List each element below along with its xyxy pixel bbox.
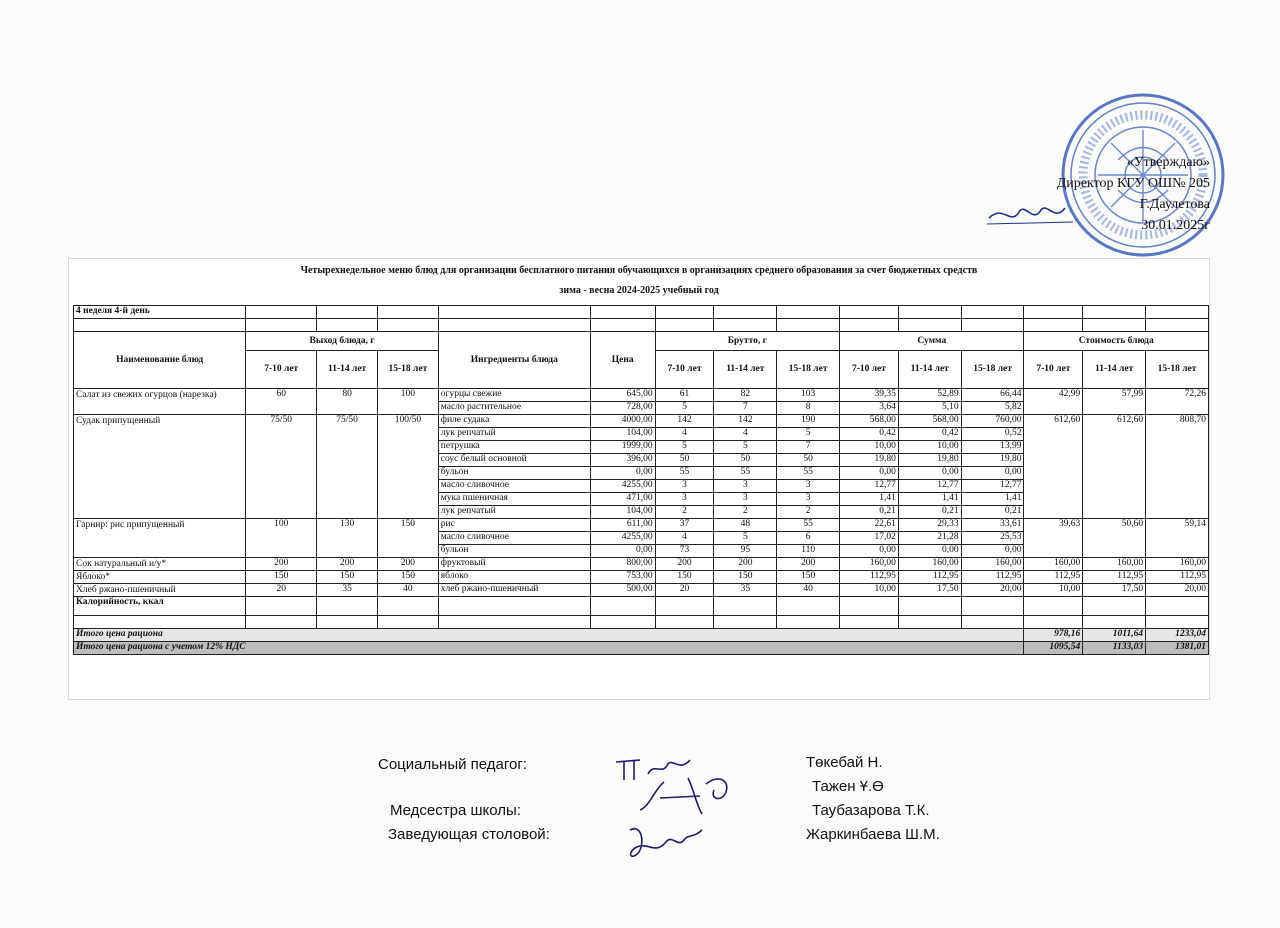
empty-cell	[1083, 306, 1146, 319]
sum-value: 17,02	[840, 532, 899, 545]
brutto-value: 3	[714, 493, 777, 506]
sum-value: 12,77	[840, 480, 899, 493]
brutto-value: 3	[655, 493, 714, 506]
empty-cell	[74, 319, 246, 332]
brutto-value: 110	[777, 545, 840, 558]
dish-output: 20	[246, 584, 317, 597]
empty-cell	[438, 597, 590, 616]
empty-cell	[1083, 616, 1146, 629]
ingredient-name: лук репчатый	[438, 506, 590, 519]
dish-cost: 160,00	[1024, 558, 1083, 571]
empty-cell	[898, 306, 961, 319]
dish-output: 200	[317, 558, 378, 571]
ingredient-price: 104,00	[590, 428, 655, 441]
canteen-head-name: Жаркинбаева Ш.М.	[806, 826, 940, 843]
sum-value: 0,42	[898, 428, 961, 441]
sum-value: 19,80	[898, 454, 961, 467]
empty-cell	[378, 319, 439, 332]
brutto-value: 55	[777, 467, 840, 480]
ingredient-row	[74, 415, 1209, 428]
dish-cost: 17,50	[1083, 584, 1146, 597]
dish-output: 35	[317, 584, 378, 597]
empty-cell	[840, 616, 899, 629]
dish-cost: 50,60	[1083, 519, 1146, 558]
empty-cell	[655, 319, 714, 332]
brutto-value: 95	[714, 545, 777, 558]
total-row	[74, 642, 1209, 655]
col-dish: Наименование блюд	[74, 332, 246, 389]
brutto-value: 50	[777, 454, 840, 467]
ingredient-name: мука пшеничная	[438, 493, 590, 506]
sum-value: 5,10	[898, 402, 961, 415]
sum-value: 160,00	[961, 558, 1024, 571]
empty-cell	[378, 597, 439, 616]
empty-cell	[590, 616, 655, 629]
empty-cell	[378, 616, 439, 629]
dish-output: 100/50	[378, 415, 439, 519]
empty-cell	[961, 597, 1024, 616]
dish-output: 150	[378, 519, 439, 558]
empty-cell	[840, 306, 899, 319]
brutto-value: 50	[655, 454, 714, 467]
empty-cell	[1024, 319, 1083, 332]
brutto-value: 150	[777, 571, 840, 584]
dish-output: 200	[246, 558, 317, 571]
brutto-value: 40	[777, 584, 840, 597]
sum-value: 0,52	[961, 428, 1024, 441]
sum-value: 13,99	[961, 441, 1024, 454]
total-value: 978,16	[1024, 629, 1083, 642]
brutto-value: 150	[714, 571, 777, 584]
empty-cell	[317, 306, 378, 319]
brutto-value: 5	[714, 441, 777, 454]
ingredient-price: 753,00	[590, 571, 655, 584]
empty-cell	[438, 319, 590, 332]
brutto-value: 73	[655, 545, 714, 558]
sum-value: 3,64	[840, 402, 899, 415]
second-pedagogue-name: Тажен Ұ.Ө	[812, 778, 884, 795]
empty-cell	[1146, 306, 1209, 319]
empty-cell	[714, 306, 777, 319]
empty-cell	[714, 616, 777, 629]
brutto-value: 5	[655, 402, 714, 415]
sum-value: 22,61	[840, 519, 899, 532]
empty-cell	[1024, 616, 1083, 629]
brutto-value: 8	[777, 402, 840, 415]
brutto-value: 7	[777, 441, 840, 454]
age-header: 11-14 лет	[898, 350, 961, 388]
brutto-value: 142	[655, 415, 714, 428]
ingredient-name: фруктовый	[438, 558, 590, 571]
approval-name: Г.Даулетова	[1139, 197, 1210, 212]
brutto-value: 200	[655, 558, 714, 571]
total-row	[74, 629, 1209, 642]
empty-cell	[246, 616, 317, 629]
empty-cell	[840, 597, 899, 616]
sum-value: 1,41	[898, 493, 961, 506]
sum-value: 0,00	[840, 545, 899, 558]
empty-cell	[898, 597, 961, 616]
sum-value: 0,21	[898, 506, 961, 519]
empty-cell	[898, 319, 961, 332]
brutto-value: 150	[655, 571, 714, 584]
ingredient-row	[74, 571, 1209, 584]
ingredient-name: петрушка	[438, 441, 590, 454]
empty-cell	[1146, 319, 1209, 332]
sum-value: 568,00	[840, 415, 899, 428]
ingredient-name: лук репчатый	[438, 428, 590, 441]
brutto-value: 3	[777, 480, 840, 493]
ingredient-name: филе судака	[438, 415, 590, 428]
age-header: 11-14 лет	[317, 350, 378, 388]
menu-sheet	[68, 258, 1210, 700]
ingredient-price: 396,00	[590, 454, 655, 467]
dish-cost: 160,00	[1083, 558, 1146, 571]
ingredient-price: 611,00	[590, 519, 655, 532]
sum-value: 19,80	[840, 454, 899, 467]
calories-row	[74, 597, 1209, 616]
brutto-value: 3	[655, 480, 714, 493]
age-header: 15-18 лет	[378, 350, 439, 388]
empty-cell	[714, 597, 777, 616]
empty-cell	[777, 306, 840, 319]
ingredient-name: рис	[438, 519, 590, 532]
empty-cell	[840, 319, 899, 332]
brutto-value: 55	[714, 467, 777, 480]
empty-cell	[961, 319, 1024, 332]
ingredient-price: 728,00	[590, 402, 655, 415]
dish-output: 100	[378, 389, 439, 415]
sum-value: 21,28	[898, 532, 961, 545]
sum-value: 0,00	[840, 467, 899, 480]
sum-value: 1,41	[840, 493, 899, 506]
sum-value: 112,95	[840, 571, 899, 584]
empty-cell	[1146, 597, 1209, 616]
sum-value: 12,77	[961, 480, 1024, 493]
sum-value: 20,00	[961, 584, 1024, 597]
ingredient-price: 4255,00	[590, 480, 655, 493]
ingredient-price: 0,00	[590, 545, 655, 558]
empty-cell	[655, 616, 714, 629]
total-value: 1095,54	[1024, 642, 1083, 655]
dish-name: Хлеб ржано-пшеничный	[74, 584, 246, 597]
social-pedagogue-name: Төкебай Н.	[806, 754, 883, 771]
menu-table	[73, 305, 1209, 655]
sum-value: 568,00	[898, 415, 961, 428]
menu-title: Четырехнедельное меню блюд для организации бесплатного питания обучающихся в организациях среднего образования за счет бюджетных средств	[300, 265, 978, 276]
approval-title: «Утверждаю»	[1126, 155, 1210, 170]
sum-value: 33,61	[961, 519, 1024, 532]
age-header: 7-10 лет	[840, 350, 899, 388]
brutto-value: 55	[777, 519, 840, 532]
col-price: Цена	[590, 332, 655, 389]
ingredient-price: 800,00	[590, 558, 655, 571]
sum-value: 25,53	[961, 532, 1024, 545]
empty-cell	[898, 616, 961, 629]
empty-cell	[655, 306, 714, 319]
ingredient-price: 104,00	[590, 506, 655, 519]
sum-value: 112,95	[898, 571, 961, 584]
ingredient-name: яблоко	[438, 571, 590, 584]
total-value: 1011,64	[1083, 629, 1146, 642]
sum-value: 39,35	[840, 389, 899, 402]
sum-value: 12,77	[898, 480, 961, 493]
empty-cell	[438, 616, 590, 629]
ingredient-price: 4000,00	[590, 415, 655, 428]
canteen-head-role: Заведующая столовой:	[388, 826, 550, 843]
empty-cell	[246, 597, 317, 616]
ingredient-row	[74, 558, 1209, 571]
ingredient-name: масло сливочное	[438, 532, 590, 545]
brutto-value: 4	[714, 428, 777, 441]
sum-value: 760,00	[961, 415, 1024, 428]
dish-name: Гарнир: рис припущенный	[74, 519, 246, 558]
brutto-value: 3	[777, 493, 840, 506]
dish-name: Салат из свежих огурцов (нарезка)	[74, 389, 246, 415]
ingredient-name: масло сливочное	[438, 480, 590, 493]
sum-value: 0,00	[961, 467, 1024, 480]
empty-cell	[1024, 306, 1083, 319]
empty-cell	[961, 306, 1024, 319]
sum-value: 0,21	[840, 506, 899, 519]
dish-cost: 808,70	[1146, 415, 1209, 519]
sum-value: 160,00	[898, 558, 961, 571]
sum-value: 29,33	[898, 519, 961, 532]
ingredient-row	[74, 389, 1209, 402]
dish-cost: 10,00	[1024, 584, 1083, 597]
col-brutto: Брутто, г	[655, 332, 839, 351]
week-day-row	[74, 306, 1209, 319]
total-value: 1133,03	[1083, 642, 1146, 655]
sum-value: 0,00	[961, 545, 1024, 558]
sum-value: 5,82	[961, 402, 1024, 415]
brutto-value: 2	[714, 506, 777, 519]
empty-cell	[317, 616, 378, 629]
ingredient-price: 1999,00	[590, 441, 655, 454]
approval-position: Директор КГУ ОШ№ 205	[1056, 176, 1210, 191]
ingredient-row	[74, 519, 1209, 532]
dish-output: 40	[378, 584, 439, 597]
dish-cost: 39,63	[1024, 519, 1083, 558]
approval-block	[990, 152, 1210, 236]
empty-cell	[714, 319, 777, 332]
ingredient-price: 0,00	[590, 467, 655, 480]
ingredient-price: 4255,00	[590, 532, 655, 545]
empty-cell	[378, 306, 439, 319]
sum-value: 52,89	[898, 389, 961, 402]
empty-cell	[590, 319, 655, 332]
brutto-value: 200	[777, 558, 840, 571]
empty-cell	[1024, 597, 1083, 616]
total-label: Итого цена рациона	[74, 629, 1024, 642]
brutto-value: 103	[777, 389, 840, 402]
dish-output: 75/50	[317, 415, 378, 519]
dish-output: 200	[378, 558, 439, 571]
dish-cost: 72,26	[1146, 389, 1209, 415]
brutto-value: 7	[714, 402, 777, 415]
sum-value: 10,00	[840, 441, 899, 454]
empty-cell	[777, 597, 840, 616]
ingredient-name: бульон	[438, 467, 590, 480]
brutto-value: 190	[777, 415, 840, 428]
empty-cell	[655, 597, 714, 616]
empty-cell	[246, 319, 317, 332]
age-header: 7-10 лет	[1024, 350, 1083, 388]
ingredient-name: огурцы свежие	[438, 389, 590, 402]
ingredient-price: 471,00	[590, 493, 655, 506]
sum-value: 160,00	[840, 558, 899, 571]
brutto-value: 55	[655, 467, 714, 480]
nurse-signature	[630, 770, 750, 820]
dish-cost: 59,14	[1146, 519, 1209, 558]
brutto-value: 6	[777, 532, 840, 545]
sum-value: 0,00	[898, 545, 961, 558]
age-header: 15-18 лет	[961, 350, 1024, 388]
brutto-value: 4	[655, 532, 714, 545]
empty-cell	[1146, 616, 1209, 629]
brutto-value: 5	[777, 428, 840, 441]
total-value: 1233,04	[1146, 629, 1209, 642]
sum-value: 10,00	[840, 584, 899, 597]
total-label: Итого цена рациона с учетом 12% НДС	[74, 642, 1024, 655]
brutto-value: 48	[714, 519, 777, 532]
empty-cell	[777, 319, 840, 332]
empty-cell	[246, 306, 317, 319]
sum-value: 10,00	[898, 441, 961, 454]
dish-cost: 20,00	[1146, 584, 1209, 597]
empty-cell	[438, 306, 590, 319]
brutto-value: 82	[714, 389, 777, 402]
dish-output: 130	[317, 519, 378, 558]
sum-value: 1,41	[961, 493, 1024, 506]
dish-output: 150	[378, 571, 439, 584]
brutto-value: 37	[655, 519, 714, 532]
dish-cost: 160,00	[1146, 558, 1209, 571]
col-cost: Стоимость блюда	[1024, 332, 1209, 351]
dish-cost: 112,95	[1146, 571, 1209, 584]
empty-cell	[590, 306, 655, 319]
brutto-value: 2	[777, 506, 840, 519]
empty-cell	[317, 319, 378, 332]
brutto-value: 61	[655, 389, 714, 402]
ingredient-name: бульон	[438, 545, 590, 558]
spacer-row	[74, 616, 1209, 629]
nurse-name: Таубазарова Т.К.	[812, 802, 930, 819]
calories-label: Калорийность, ккал	[74, 597, 246, 616]
empty-cell	[1083, 597, 1146, 616]
age-header: 7-10 лет	[246, 350, 317, 388]
brutto-value: 200	[714, 558, 777, 571]
sum-value: 0,21	[961, 506, 1024, 519]
spacer-row	[74, 319, 1209, 332]
brutto-value: 5	[655, 441, 714, 454]
dish-cost: 112,95	[1024, 571, 1083, 584]
age-header: 11-14 лет	[1083, 350, 1146, 388]
age-header: 15-18 лет	[777, 350, 840, 388]
ingredient-name: масло растительное	[438, 402, 590, 415]
brutto-value: 5	[714, 532, 777, 545]
canteen-signature	[622, 818, 712, 862]
empty-cell	[74, 616, 246, 629]
dish-output: 100	[246, 519, 317, 558]
col-ingredients: Ингредиенты блюда	[438, 332, 590, 389]
brutto-value: 4	[655, 428, 714, 441]
brutto-value: 20	[655, 584, 714, 597]
ingredient-name: соус белый основной	[438, 454, 590, 467]
empty-cell	[1083, 319, 1146, 332]
col-output: Выход блюда, г	[246, 332, 439, 351]
age-header: 15-18 лет	[1146, 350, 1209, 388]
header-row	[74, 332, 1209, 351]
dish-name: Яблоко*	[74, 571, 246, 584]
sum-value: 66,44	[961, 389, 1024, 402]
dish-cost: 612,60	[1083, 415, 1146, 519]
sum-value: 112,95	[961, 571, 1024, 584]
total-value: 1381,01	[1146, 642, 1209, 655]
sum-value: 19,80	[961, 454, 1024, 467]
sum-value: 0,00	[898, 467, 961, 480]
age-header: 11-14 лет	[714, 350, 777, 388]
dish-output: 60	[246, 389, 317, 415]
week-day-label: 4 неделя 4-й день	[74, 306, 246, 319]
brutto-value: 35	[714, 584, 777, 597]
dish-name: Судак припущенный	[74, 415, 246, 519]
dish-cost: 612,60	[1024, 415, 1083, 519]
dish-name: Сок натуральный и/у*	[74, 558, 246, 571]
dish-cost: 112,95	[1083, 571, 1146, 584]
col-sum: Сумма	[840, 332, 1024, 351]
brutto-value: 142	[714, 415, 777, 428]
dish-output: 150	[317, 571, 378, 584]
empty-cell	[961, 616, 1024, 629]
nurse-role: Медсестра школы:	[390, 802, 521, 819]
sum-value: 17,50	[898, 584, 961, 597]
menu-subtitle: зима - весна 2024-2025 учебный год	[559, 285, 719, 296]
ingredient-name: хлеб ржано-пшеничный	[438, 584, 590, 597]
brutto-value: 3	[714, 480, 777, 493]
empty-cell	[590, 597, 655, 616]
ingredient-price: 500,00	[590, 584, 655, 597]
brutto-value: 50	[714, 454, 777, 467]
dish-output: 150	[246, 571, 317, 584]
dish-cost: 57,99	[1083, 389, 1146, 415]
sum-value: 0,42	[840, 428, 899, 441]
brutto-value: 2	[655, 506, 714, 519]
dish-output: 75/50	[246, 415, 317, 519]
dish-output: 80	[317, 389, 378, 415]
approval-date: 30.01.2025г	[1141, 218, 1210, 233]
ingredient-price: 645,00	[590, 389, 655, 402]
empty-cell	[777, 616, 840, 629]
dish-cost: 42,99	[1024, 389, 1083, 415]
ingredient-row	[74, 584, 1209, 597]
empty-cell	[317, 597, 378, 616]
age-header: 7-10 лет	[655, 350, 714, 388]
social-pedagogue-role: Социальный педагог:	[378, 756, 528, 773]
